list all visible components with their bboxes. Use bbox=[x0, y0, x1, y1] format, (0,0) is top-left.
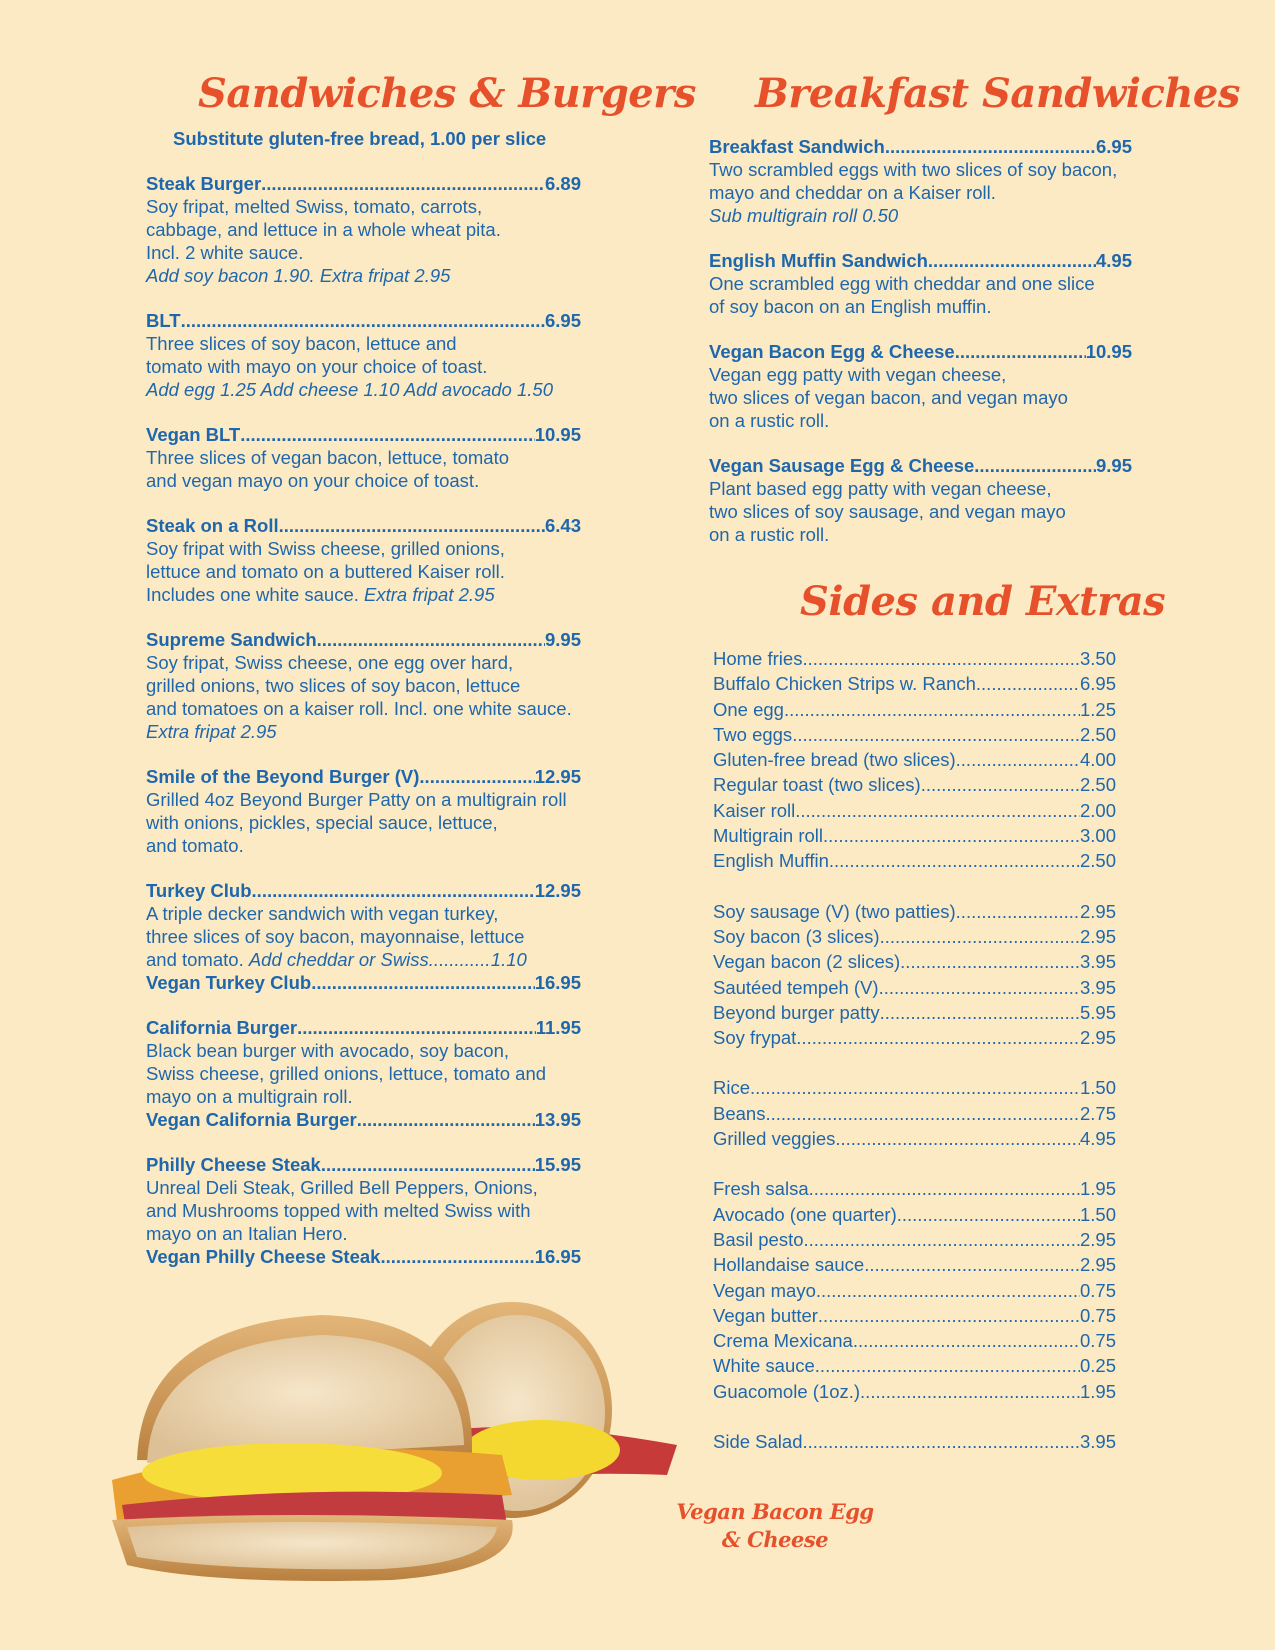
menu-item bbox=[146, 423, 581, 492]
item-name: Turkey Club bbox=[146, 880, 252, 901]
leader-dots bbox=[829, 848, 1080, 873]
leader-dots bbox=[321, 1153, 535, 1176]
side-item bbox=[713, 1328, 1116, 1353]
leader-dots bbox=[804, 1227, 1080, 1252]
item-price: 3.50 bbox=[1079, 648, 1116, 669]
item-price: 4.00 bbox=[1079, 749, 1116, 771]
item-description: Soy fripat with Swiss cheese, grilled onions, bbox=[146, 538, 505, 559]
variant-item-title bbox=[146, 1108, 581, 1131]
item-name: Soy frypat bbox=[713, 1027, 797, 1049]
item-price: 6.43 bbox=[544, 515, 581, 536]
group-spacer bbox=[713, 1151, 1116, 1176]
menu-item bbox=[709, 454, 1132, 546]
item-price: 0.75 bbox=[1079, 1304, 1116, 1326]
item-price: 5.95 bbox=[1079, 1001, 1116, 1023]
leader-dots bbox=[311, 971, 535, 994]
item-description: on a rustic roll. bbox=[709, 524, 830, 545]
item-price: 10.95 bbox=[1085, 341, 1132, 362]
item-price: 2.95 bbox=[1079, 1228, 1116, 1250]
item-name: One egg bbox=[713, 698, 784, 720]
addon-line bbox=[146, 948, 581, 971]
item-price: 2.50 bbox=[1079, 850, 1116, 872]
photo-caption bbox=[660, 1498, 890, 1554]
item-description: Incl. 2 white sauce. bbox=[146, 242, 304, 263]
side-item bbox=[713, 671, 1116, 696]
leader-dots bbox=[429, 948, 491, 971]
item-description: with onions, pickles, special sauce, lettuce, bbox=[146, 812, 498, 833]
leader-dots bbox=[792, 722, 1080, 747]
group-spacer bbox=[713, 1404, 1116, 1429]
leader-dots bbox=[956, 747, 1080, 772]
photo-caption-line1: Vegan Bacon Egg bbox=[676, 1499, 874, 1524]
side-item bbox=[713, 1202, 1116, 1227]
leader-dots bbox=[974, 454, 1096, 477]
item-name: BLT bbox=[146, 310, 181, 331]
item-price: 6.95 bbox=[1079, 673, 1116, 695]
item-price: 4.95 bbox=[1079, 1128, 1116, 1150]
item-description: mayo on an Italian Hero. bbox=[146, 1223, 348, 1244]
side-item bbox=[713, 949, 1116, 974]
leader-dots bbox=[815, 1353, 1080, 1378]
menu-item bbox=[146, 765, 581, 857]
menu-item-title bbox=[709, 249, 1132, 272]
item-description: and tomatoes on a kaiser roll. Incl. one white sauce. bbox=[146, 698, 572, 719]
item-price: 1.50 bbox=[1079, 1203, 1116, 1225]
item-price: 9.95 bbox=[1095, 455, 1132, 476]
item-name: Beyond burger patty bbox=[713, 1001, 880, 1023]
leader-dots bbox=[864, 1252, 1080, 1277]
item-name: Multigrain roll bbox=[713, 825, 824, 847]
item-price: 15.95 bbox=[534, 1154, 581, 1175]
item-name: White sauce bbox=[713, 1355, 815, 1377]
variant-item-title bbox=[146, 971, 581, 994]
sides-heading: Sides and Extras bbox=[800, 578, 1166, 625]
side-item bbox=[713, 1126, 1116, 1151]
side-item bbox=[713, 1303, 1116, 1328]
leader-dots bbox=[802, 1429, 1080, 1454]
item-price: 3.95 bbox=[1079, 951, 1116, 973]
item-price: 3.00 bbox=[1079, 825, 1116, 847]
item-note: Extra fripat 2.95 bbox=[364, 584, 495, 605]
menu-item bbox=[709, 135, 1132, 227]
item-name: Vegan bacon (2 slices) bbox=[713, 951, 901, 973]
breakfast-section bbox=[709, 135, 1132, 568]
menu-item-title bbox=[146, 309, 581, 332]
menu-item bbox=[146, 879, 581, 994]
leader-dots bbox=[750, 1075, 1080, 1100]
side-item bbox=[713, 798, 1116, 823]
item-price: 12.95 bbox=[534, 880, 581, 901]
item-description bbox=[146, 583, 581, 606]
side-item bbox=[713, 975, 1116, 1000]
item-price: 10.95 bbox=[534, 424, 581, 445]
side-item bbox=[713, 747, 1116, 772]
item-name: Rice bbox=[713, 1077, 751, 1099]
item-name: Avocado (one quarter) bbox=[713, 1203, 897, 1225]
item-price: 11.95 bbox=[535, 1017, 581, 1038]
leader-dots bbox=[880, 1000, 1080, 1025]
item-name: Fresh salsa bbox=[713, 1178, 809, 1200]
leader-dots bbox=[357, 1108, 535, 1131]
item-description: and vegan mayo on your choice of toast. bbox=[146, 470, 480, 491]
item-name: Two eggs bbox=[713, 723, 793, 745]
item-price: 12.95 bbox=[534, 766, 581, 787]
leader-dots bbox=[784, 697, 1080, 722]
side-item bbox=[713, 1000, 1116, 1025]
leader-dots bbox=[279, 514, 545, 537]
leader-dots bbox=[921, 772, 1080, 797]
item-price: 1.95 bbox=[1079, 1380, 1116, 1402]
side-item bbox=[713, 1429, 1116, 1454]
item-description: and tomato. bbox=[146, 835, 244, 856]
breakfast-heading: Breakfast Sandwiches bbox=[755, 70, 1240, 117]
side-item bbox=[713, 697, 1116, 722]
item-name: Supreme Sandwich bbox=[146, 629, 317, 650]
item-description: Soy fripat, Swiss cheese, one egg over hard, bbox=[146, 652, 514, 673]
leader-dots bbox=[897, 1202, 1080, 1227]
item-note: Add soy bacon 1.90. Extra fripat 2.95 bbox=[146, 265, 451, 286]
leader-dots bbox=[860, 1379, 1080, 1404]
item-name: Vegan Turkey Club bbox=[146, 972, 312, 993]
item-price: 1.95 bbox=[1079, 1178, 1116, 1200]
item-note: Sub multigrain roll 0.50 bbox=[709, 205, 899, 226]
item-price: 2.00 bbox=[1079, 799, 1116, 821]
side-item bbox=[713, 924, 1116, 949]
item-name: Vegan Bacon Egg & Cheese bbox=[709, 341, 955, 362]
group-spacer bbox=[713, 874, 1116, 899]
item-price: 0.25 bbox=[1079, 1355, 1116, 1377]
item-description: grilled onions, two slices of soy bacon, lettuce bbox=[146, 675, 521, 696]
item-name: Vegan Sausage Egg & Cheese bbox=[709, 455, 975, 476]
item-name: Side Salad bbox=[713, 1431, 803, 1453]
item-price: 6.89 bbox=[544, 173, 581, 194]
item-name: Home fries bbox=[713, 648, 803, 669]
side-item bbox=[713, 722, 1116, 747]
item-description: A triple decker sandwich with vegan turkey, bbox=[146, 903, 499, 924]
side-item bbox=[713, 1101, 1116, 1126]
menu-item bbox=[146, 1016, 581, 1131]
sandwich-photo bbox=[92, 1295, 677, 1585]
side-item bbox=[713, 646, 1116, 671]
item-price: 0.75 bbox=[1079, 1330, 1116, 1352]
item-price: 16.95 bbox=[534, 1246, 581, 1267]
item-description: Grilled 4oz Beyond Burger Patty on a multigrain roll bbox=[146, 789, 567, 810]
item-description: two slices of soy sausage, and vegan mayo bbox=[709, 501, 1066, 522]
item-name: Breakfast Sandwich bbox=[709, 136, 885, 157]
menu-item bbox=[146, 1153, 581, 1268]
side-item bbox=[713, 1176, 1116, 1201]
sandwich-list bbox=[146, 172, 581, 1268]
item-description: tomato with mayo on your choice of toast. bbox=[146, 356, 488, 377]
side-item bbox=[713, 1379, 1116, 1404]
menu-item bbox=[709, 340, 1132, 432]
item-name: Basil pesto bbox=[713, 1228, 804, 1250]
breakfast-list bbox=[709, 135, 1132, 546]
item-name: Steak Burger bbox=[146, 173, 262, 194]
item-note: Add egg 1.25 Add cheese 1.10 Add avocado 1.50 bbox=[146, 379, 553, 400]
leader-dots bbox=[955, 340, 1086, 363]
menu-item-title bbox=[146, 879, 581, 902]
item-note: Extra fripat 2.95 bbox=[146, 721, 277, 742]
item-price: 2.50 bbox=[1079, 723, 1116, 745]
item-price: 6.95 bbox=[544, 310, 581, 331]
item-price: 9.95 bbox=[544, 629, 581, 650]
side-item bbox=[713, 1227, 1116, 1252]
menu-item bbox=[146, 309, 581, 401]
menu-item-title bbox=[709, 454, 1132, 477]
item-description: three slices of soy bacon, mayonnaise, lettuce bbox=[146, 926, 525, 947]
item-name: Beans bbox=[713, 1102, 766, 1124]
item-price: 2.95 bbox=[1079, 925, 1116, 947]
leader-dots bbox=[802, 646, 1080, 671]
item-name: Kaiser roll bbox=[713, 799, 796, 821]
item-name: Grilled veggies bbox=[713, 1128, 836, 1150]
item-name: Soy bacon (3 slices) bbox=[713, 925, 880, 947]
item-description: mayo and cheddar on a Kaiser roll. bbox=[709, 182, 996, 203]
item-description: mayo on a multigrain roll. bbox=[146, 1086, 353, 1107]
menu-item-title bbox=[146, 423, 581, 446]
menu-item-title bbox=[146, 1153, 581, 1176]
item-price: 3.95 bbox=[1079, 1431, 1116, 1453]
menu-item-title bbox=[709, 340, 1132, 363]
item-price: 1.25 bbox=[1079, 698, 1116, 720]
item-description: Plant based egg patty with vegan cheese, bbox=[709, 478, 1052, 499]
item-name: Buffalo Chicken Strips w. Ranch bbox=[713, 673, 976, 695]
leader-dots bbox=[879, 975, 1080, 1000]
leader-dots bbox=[818, 1303, 1080, 1328]
leader-dots bbox=[885, 135, 1096, 158]
item-description: lettuce and tomato on a buttered Kaiser roll. bbox=[146, 561, 505, 582]
item-name: Vegan mayo bbox=[713, 1279, 816, 1301]
item-name: Vegan Philly Cheese Steak bbox=[146, 1246, 381, 1267]
side-item bbox=[713, 823, 1116, 848]
item-name: Vegan California Burger bbox=[146, 1109, 357, 1130]
item-name: Regular toast (two slices) bbox=[713, 774, 921, 796]
side-item bbox=[713, 1075, 1116, 1100]
leader-dots bbox=[240, 423, 534, 446]
leader-dots bbox=[823, 823, 1080, 848]
leader-dots bbox=[928, 249, 1096, 272]
item-description: Three slices of vegan bacon, lettuce, tomato bbox=[146, 447, 510, 468]
item-price: 0.75 bbox=[1079, 1279, 1116, 1301]
leader-dots bbox=[900, 949, 1080, 974]
item-name: Sautéed tempeh (V) bbox=[713, 976, 879, 998]
item-name: Vegan butter bbox=[713, 1304, 818, 1326]
variant-item-title bbox=[146, 1245, 581, 1268]
item-name: Hollandaise sauce bbox=[713, 1254, 865, 1276]
item-price: 16.95 bbox=[534, 972, 581, 993]
item-price: 13.95 bbox=[534, 1109, 581, 1130]
item-name: Guacomole (1oz.) bbox=[713, 1380, 861, 1402]
item-description: One scrambled egg with cheddar and one slice bbox=[709, 273, 1095, 294]
sides-section bbox=[713, 646, 1116, 1454]
item-name: Steak on a Roll bbox=[146, 515, 279, 536]
item-name: Gluten-free bread (two slices) bbox=[713, 749, 956, 771]
photo-caption-line2: & Cheese bbox=[721, 1527, 829, 1552]
side-item bbox=[713, 1025, 1116, 1050]
item-description: Black bean burger with avocado, soy bacon, bbox=[146, 1040, 510, 1061]
leader-dots bbox=[956, 899, 1080, 924]
item-description: Vegan egg patty with vegan cheese, bbox=[709, 364, 1007, 385]
leader-dots bbox=[809, 1176, 1080, 1201]
item-price: 6.95 bbox=[1095, 136, 1132, 157]
item-name: English Muffin Sandwich bbox=[709, 250, 928, 271]
leader-dots bbox=[380, 1245, 534, 1268]
sandwiches-heading: Sandwiches & Burgers bbox=[198, 70, 696, 117]
item-name: Vegan BLT bbox=[146, 424, 241, 445]
item-price: 2.95 bbox=[1079, 1254, 1116, 1276]
side-item bbox=[713, 1278, 1116, 1303]
menu-item bbox=[146, 514, 581, 606]
item-description: Unreal Deli Steak, Grilled Bell Peppers, Onions, bbox=[146, 1177, 538, 1198]
item-description: of soy bacon on an English muffin. bbox=[709, 296, 992, 317]
item-description-text: and tomato. bbox=[146, 949, 244, 970]
menu-item bbox=[146, 628, 581, 743]
leader-dots bbox=[880, 924, 1080, 949]
item-description-text: Includes one white sauce. bbox=[146, 584, 359, 605]
leader-dots bbox=[181, 309, 545, 332]
leader-dots bbox=[976, 671, 1080, 696]
leader-dots bbox=[317, 628, 545, 651]
item-price: 1.50 bbox=[1079, 1077, 1116, 1099]
side-item bbox=[713, 899, 1116, 924]
item-name: Philly Cheese Steak bbox=[146, 1154, 321, 1175]
menu-item-title bbox=[709, 135, 1132, 158]
leader-dots bbox=[796, 1025, 1080, 1050]
sandwiches-section bbox=[146, 127, 581, 1290]
item-description: and Mushrooms topped with melted Swiss with bbox=[146, 1200, 531, 1221]
item-name: Smile of the Beyond Burger (V) bbox=[146, 766, 420, 787]
menu-item-title bbox=[146, 1016, 581, 1039]
menu-item bbox=[146, 172, 581, 287]
item-description: Three slices of soy bacon, lettuce and bbox=[146, 333, 457, 354]
leader-dots bbox=[765, 1101, 1080, 1126]
leader-dots bbox=[252, 879, 535, 902]
leader-dots bbox=[297, 1016, 536, 1039]
item-price: 2.95 bbox=[1079, 1027, 1116, 1049]
leader-dots bbox=[419, 765, 534, 788]
leader-dots bbox=[261, 172, 545, 195]
item-price: 2.95 bbox=[1079, 900, 1116, 922]
item-description: two slices of vegan bacon, and vegan mayo bbox=[709, 387, 1068, 408]
item-price: 2.75 bbox=[1079, 1102, 1116, 1124]
leader-dots bbox=[816, 1278, 1080, 1303]
item-price: 2.50 bbox=[1079, 774, 1116, 796]
side-item bbox=[713, 1252, 1116, 1277]
item-price: 4.95 bbox=[1095, 250, 1132, 271]
item-name: California Burger bbox=[146, 1017, 298, 1038]
gluten-free-note: Substitute gluten-free bread, 1.00 per slice bbox=[173, 128, 547, 149]
addon-price: 1.10 bbox=[490, 949, 527, 970]
side-item bbox=[713, 848, 1116, 873]
group-spacer bbox=[713, 1050, 1116, 1075]
item-name: English Muffin bbox=[713, 850, 829, 872]
item-description: cabbage, and lettuce in a whole wheat pita. bbox=[146, 219, 501, 240]
item-description: Two scrambled eggs with two slices of soy bacon, bbox=[709, 159, 1118, 180]
item-price: 3.95 bbox=[1079, 976, 1116, 998]
menu-item bbox=[709, 249, 1132, 318]
sides-list bbox=[713, 646, 1116, 1454]
item-description: Swiss cheese, grilled onions, lettuce, tomato and bbox=[146, 1063, 547, 1084]
item-description: Soy fripat, melted Swiss, tomato, carrots, bbox=[146, 196, 483, 217]
addon-name: Add cheddar or Swiss bbox=[248, 949, 429, 970]
item-name: Soy sausage (V) (two patties) bbox=[713, 900, 956, 922]
item-name: Crema Mexicana bbox=[713, 1330, 853, 1352]
menu-item-title bbox=[146, 765, 581, 788]
side-item bbox=[713, 1353, 1116, 1378]
menu-item-title bbox=[146, 514, 581, 537]
leader-dots bbox=[795, 798, 1080, 823]
leader-dots bbox=[853, 1328, 1080, 1353]
side-item bbox=[713, 772, 1116, 797]
item-description: on a rustic roll. bbox=[709, 410, 830, 431]
leader-dots bbox=[835, 1126, 1080, 1151]
menu-item-title bbox=[146, 172, 581, 195]
menu-item-title bbox=[146, 628, 581, 651]
